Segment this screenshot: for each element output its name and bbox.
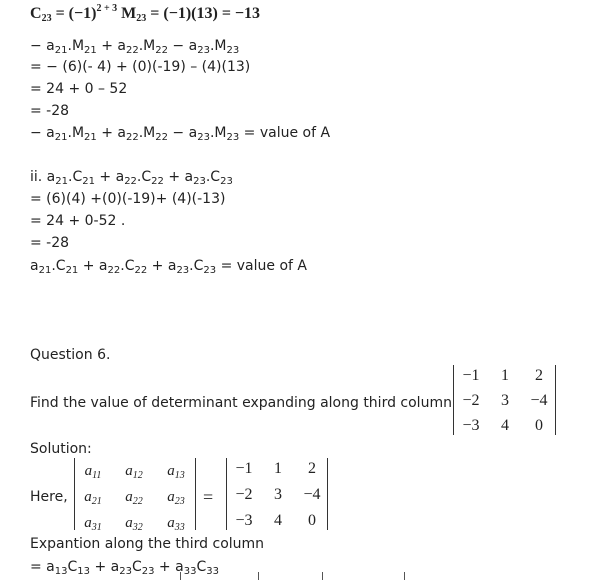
matrix-cell: 2 (535, 367, 543, 384)
matrix-cell: −2 (235, 486, 253, 503)
matrix-cell: −4 (530, 392, 548, 409)
cutoff-bar-decoration (258, 572, 259, 580)
matrix-cell: 3 (274, 486, 282, 503)
matrix-cell: −1 (235, 460, 253, 477)
question-prompt: Find the value of determinant expanding along third column (30, 395, 452, 411)
matrix-cell: 0 (535, 417, 543, 434)
symbolic-cell: $a_{21}$ (84, 489, 102, 507)
matrix-cell: −4 (303, 486, 321, 503)
cutoff-bar-decoration (180, 572, 181, 580)
matrix-cell: 4 (274, 512, 282, 529)
symbolic-determinant (74, 458, 196, 533)
solution-label: Solution: (30, 441, 92, 457)
expansion-label: Expantion along the third column (30, 536, 265, 552)
part-i-result-line: = -28 (30, 103, 70, 119)
part-i-conclusion-line: − $a_{21}.M_{21} + a_{22}.M_{22} - a_{23}.M_{23}$ = value of A (30, 125, 331, 143)
symbolic-cell: $a_{31}$ (84, 515, 102, 533)
symbolic-cell: $a_{23}$ (167, 489, 185, 507)
numeric-determinant (226, 458, 328, 530)
symbolic-cell: $a_{12}$ (125, 463, 143, 481)
symbolic-cell: $a_{11}$ (84, 463, 102, 481)
matrix-cell: 1 (501, 367, 509, 384)
matrix-cell: −2 (462, 392, 480, 409)
part-ii-result-line: = -28 (30, 235, 70, 251)
equals-sign: = (203, 487, 214, 507)
here-label: Here, (30, 489, 68, 505)
cutoff-bar-decoration (322, 572, 323, 580)
part-i-expression-line: − $a_{21}.M_{21} + a_{22}.M_{22} - a_{23}.M_{23}$ (30, 38, 240, 56)
part-i-sum-line: = 24 + 0 – 52 (30, 81, 128, 97)
matrix-cell: −3 (462, 417, 480, 434)
matrix-cell: 4 (501, 417, 509, 434)
question-title: Question 6. (30, 347, 111, 363)
matrix-cell: 1 (274, 460, 282, 477)
question-determinant (453, 365, 556, 435)
part-ii-sum-line: = 24 + 0-52 . (30, 213, 126, 229)
matrix-cell: 3 (501, 392, 509, 409)
symbolic-cell: $a_{13}$ (167, 463, 185, 481)
cutoff-bar-decoration (404, 572, 405, 580)
symbolic-cell: $a_{33}$ (167, 515, 185, 533)
expansion-formula: = $a_{13}C_{13} + a_{23}C_{23} + a_{33}C_{33}$ (30, 559, 219, 577)
part-ii-conclusion-line: $a_{21}.C_{21} + a_{22}.C_{22} + a_{23}.C_{23}$ = value of A (30, 258, 307, 276)
matrix-cell: −1 (462, 367, 480, 384)
part-ii-expression-line: ii. $a_{21}.C_{21} + a_{22}.C_{22} + a_{23}.C_{23}$ (30, 169, 233, 187)
part-ii-substitution-line: = (6)(4) +(0)(-19)+ (4)(-13) (30, 191, 226, 207)
matrix-cell: 2 (308, 460, 316, 477)
symbolic-cell: $a_{22}$ (125, 489, 143, 507)
part-i-substitution-line: = − (6)(- 4) + (0)(-19) – (4)(13) (30, 59, 251, 75)
symbolic-cell: $a_{32}$ (125, 515, 143, 533)
matrix-cell: −3 (235, 512, 253, 529)
cofactor-c23-formula: $C_{23} = (-1)^{2 + 3}$ $M_{23} = (-1)(13) = -13$ (30, 3, 261, 24)
matrix-cell: 0 (308, 512, 316, 529)
